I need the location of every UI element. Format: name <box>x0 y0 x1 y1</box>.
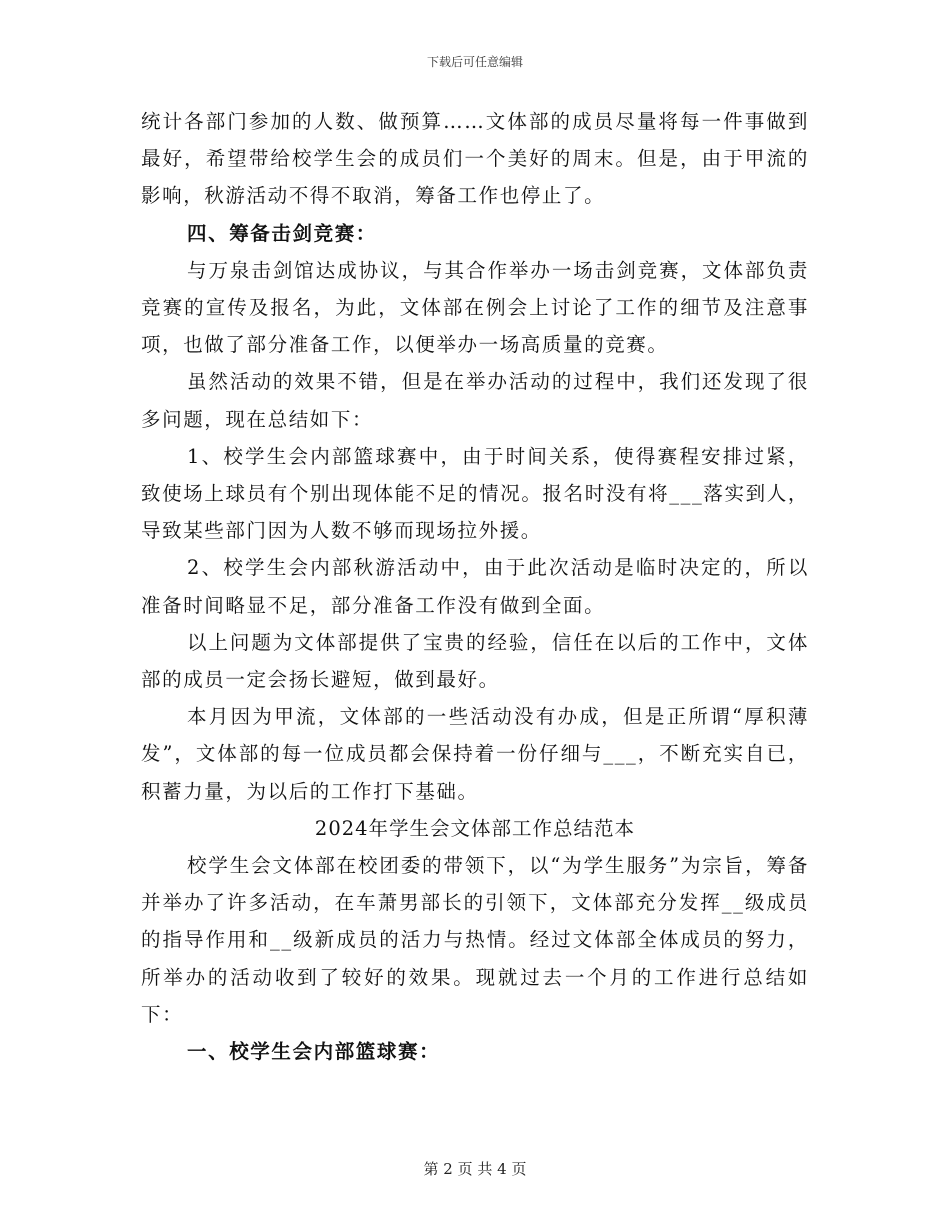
paragraph: 2、校学生会内部秋游活动中，由于此次活动是临时决定的，所以准备时间略显不足，部分准备工作没有做到全面。 <box>141 556 809 617</box>
page-footer: 第 2 页 共 4 页 <box>423 1160 527 1178</box>
paragraph: 虽然活动的效果不错，但是在举办活动的过程中，我们还发现了很多问题，现在总结如下： <box>141 370 809 431</box>
paragraph: 1、校学生会内部篮球赛中，由于时间关系，使得赛程安排过紧，致使场上球员有个别出现体能不足的情况。报名时没有将___落实到人，导致某些部门因为人数不够而现场拉外援。 <box>141 444 809 543</box>
paragraph: 校学生会文体部在校团委的带领下，以“为学生服务”为宗旨，筹备并举办了许多活动，在车萧男部长的引领下，文体部充分发挥__级成员的指导作用和__级新成员的活力与热情。经过文体部全体成员的努力，所举办的活动收到了较好的效果。现就过去一个月的工作进行总结如下： <box>141 854 809 1026</box>
page-header: 下载后可任意编辑 <box>426 55 523 69</box>
paragraph: 与万泉击剑馆达成协议，与其合作举办一场击剑竞赛，文体部负责竞赛的宣传及报名，为此，文体部在例会上讨论了工作的细节及注意事项，也做了部分准备工作，以便举办一场高质量的竞赛。 <box>141 258 809 357</box>
document-title: 2024年学生会文体部工作总结范本 <box>314 816 636 840</box>
section-heading: 一、校学生会内部篮球赛： <box>187 1040 441 1064</box>
paragraph: 本月因为甲流，文体部的一些活动没有办成，但是正所谓“厚积薄发”，文体部的每一位成员都会保持着一份仔细与___，不断充实自已，积蓄力量，为以后的工作打下基础。 <box>141 705 809 803</box>
paragraph: 统计各部门参加的人数、做预算……文体部的成员尽量将每一件事做到最好，希望带给校学生会的成员们一个美好的周末。但是，由于甲流的影响，秋游活动不得不取消，筹备工作也停止了。 <box>141 110 809 208</box>
paragraph: 以上问题为文体部提供了宝贵的经验，信任在以后的工作中，文体部的成员一定会扬长避短，做到最好。 <box>141 630 809 692</box>
section-heading: 四、筹备击剑竞赛： <box>187 221 377 245</box>
document-body <box>141 103 809 1070</box>
